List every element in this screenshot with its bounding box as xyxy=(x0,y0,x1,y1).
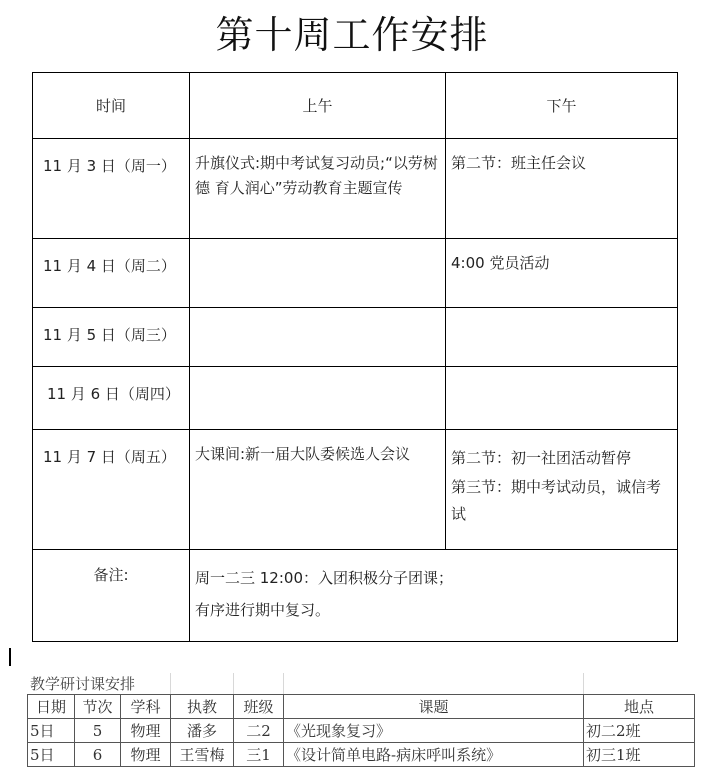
row-morning xyxy=(190,367,446,430)
schedule-row-mon xyxy=(33,139,678,239)
cell-period: 6 xyxy=(75,743,121,767)
note-line: 周一二三 12:00：入团积极分子团课； xyxy=(195,569,453,587)
cell-location: 初三1班 xyxy=(584,743,695,767)
grid-line xyxy=(583,673,584,694)
col-teacher: 执教 xyxy=(171,695,234,719)
schedule-row-tue xyxy=(33,239,678,308)
cell-topic: 《设计简单电路-病床呼叫系统》 xyxy=(284,743,584,767)
col-date: 日期 xyxy=(28,695,75,719)
row-date: 11 月 6 日（周四） xyxy=(33,367,190,430)
research-row xyxy=(28,719,695,743)
note-line: 有序进行期中复习。 xyxy=(195,601,331,619)
document-title: 第十周工作安排 xyxy=(215,13,489,57)
cell-subject: 物理 xyxy=(121,719,171,743)
weekly-schedule-table xyxy=(32,72,678,642)
text-cursor xyxy=(9,648,11,666)
col-period: 节次 xyxy=(75,695,121,719)
row-morning: 大课间:新一届大队委候选人会议 xyxy=(190,430,446,550)
row-date: 11 月 7 日（周五） xyxy=(33,430,190,550)
cell-teacher: 王雪梅 xyxy=(171,743,234,767)
cell-class: 二2 xyxy=(234,719,284,743)
research-header-row xyxy=(28,695,695,719)
row-date: 11 月 5 日（周三） xyxy=(33,308,190,367)
schedule-notes-row xyxy=(33,550,678,642)
grid-line xyxy=(283,673,284,694)
research-row xyxy=(28,743,695,767)
afternoon-item: 第二节：初一社团活动暂停 xyxy=(451,449,632,467)
cell-period: 5 xyxy=(75,719,121,743)
cell-teacher: 潘多 xyxy=(171,719,234,743)
cell-topic: 《光现象复习》 xyxy=(284,719,584,743)
cell-class: 三1 xyxy=(234,743,284,767)
row-afternoon xyxy=(446,430,678,550)
header-afternoon: 下午 xyxy=(446,73,678,139)
cell-date: 5日 xyxy=(28,743,75,767)
schedule-row-wed xyxy=(33,308,678,367)
row-date: 11 月 3 日（周一） xyxy=(33,139,190,239)
notes-label: 备注: xyxy=(33,550,190,642)
cell-subject: 物理 xyxy=(121,743,171,767)
col-location: 地点 xyxy=(584,695,695,719)
row-morning xyxy=(190,239,446,308)
research-lessons-title: 教学研讨课安排 xyxy=(30,675,136,693)
grid-line xyxy=(170,673,171,694)
row-afternoon: 第二节：班主任会议 xyxy=(446,139,678,239)
grid-line xyxy=(233,673,234,694)
notes-content xyxy=(190,550,678,642)
schedule-header-row xyxy=(33,73,678,139)
row-afternoon xyxy=(446,367,678,430)
row-morning: 升旗仪式:期中考试复习动员;“以劳树德 育人润心”劳动教育主题宣传 xyxy=(190,139,446,239)
row-morning xyxy=(190,308,446,367)
schedule-row-fri xyxy=(33,430,678,550)
row-date: 11 月 4 日（周二） xyxy=(33,239,190,308)
row-afternoon: 4:00 党员活动 xyxy=(446,239,678,308)
row-afternoon xyxy=(446,308,678,367)
col-class: 班级 xyxy=(234,695,284,719)
col-topic: 课题 xyxy=(284,695,584,719)
schedule-row-thu xyxy=(33,367,678,430)
cell-location: 初二2班 xyxy=(584,719,695,743)
research-lessons-table xyxy=(27,694,695,767)
afternoon-item: 第三节：期中考试动员，诚信考试 xyxy=(451,478,662,523)
cell-date: 5日 xyxy=(28,719,75,743)
header-morning: 上午 xyxy=(190,73,446,139)
col-subject: 学科 xyxy=(121,695,171,719)
header-time: 时间 xyxy=(33,73,190,139)
